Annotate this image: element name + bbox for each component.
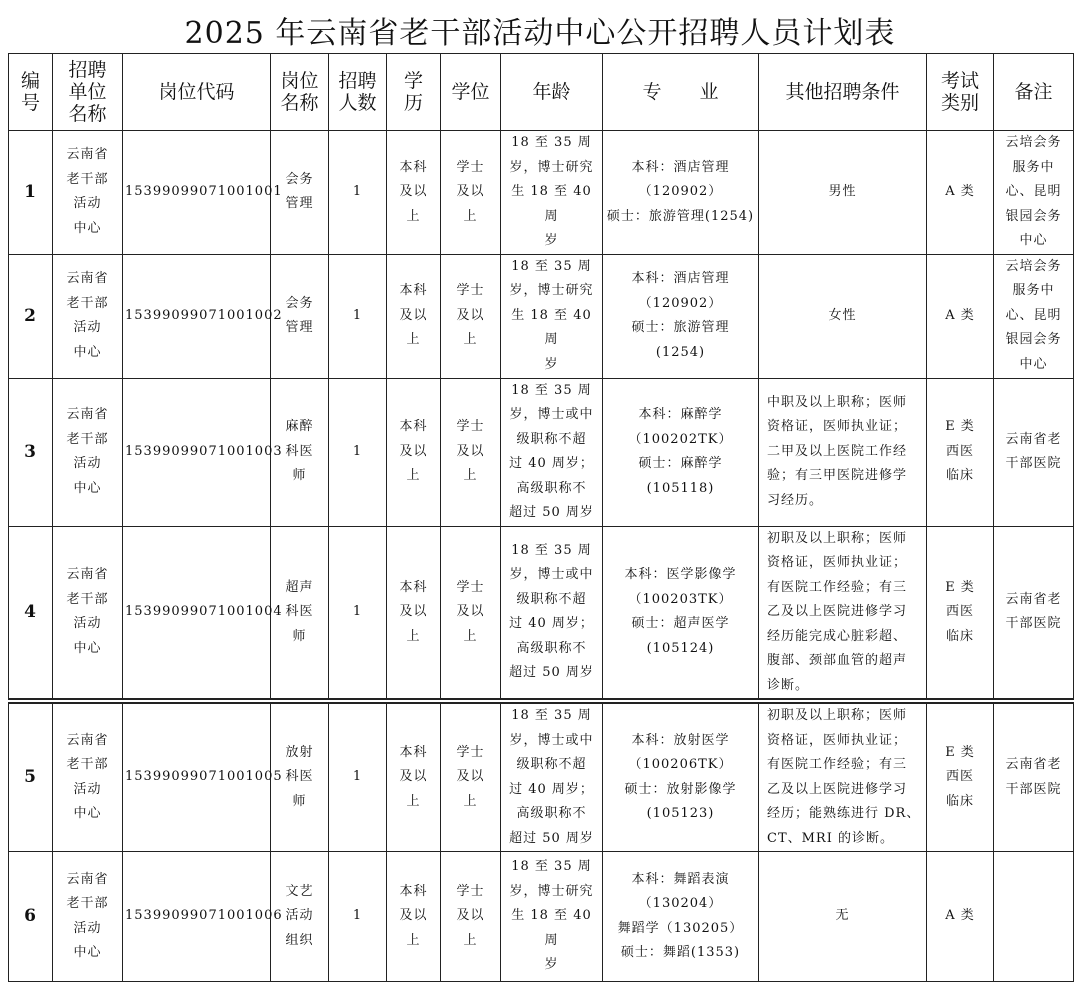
cell-post: 会务 管理: [271, 254, 329, 378]
cell-edu: 本科 及以 上: [387, 701, 441, 852]
cell-other: 中职及以上职称；医师 资格证，医师执业证； 二甲及以上医院工作经 验；有三甲医院进修学 习经历。: [759, 378, 927, 526]
cell-exam: E 类 西医 临床: [927, 378, 994, 526]
cell-major: 本科：酒店管理 （120902） 硕士：旅游管理 (1254): [603, 254, 759, 378]
column-header: 招聘 人数: [329, 54, 387, 131]
cell-count: 1: [329, 701, 387, 852]
cell-count: 1: [329, 254, 387, 378]
cell-other: 女性: [759, 254, 927, 378]
cell-no: 3: [9, 378, 53, 526]
cell-count: 1: [329, 526, 387, 701]
cell-no: 5: [9, 701, 53, 852]
cell-age: 18 至 35 周 岁，博士或中 级职称不超 过 40 周岁； 高级职称不 超过 50 周岁: [501, 701, 603, 852]
cell-major: 本科：放射医学 （100206TK） 硕士：放射影像学 (105123): [603, 701, 759, 852]
cell-edu: 本科 及以 上: [387, 131, 441, 255]
cell-no: 2: [9, 254, 53, 378]
column-header: 学 历: [387, 54, 441, 131]
column-header: 岗位代码: [123, 54, 271, 131]
cell-code: 15399099071001005: [123, 701, 271, 852]
cell-post: 放射 科医 师: [271, 701, 329, 852]
cell-age: 18 至 35 周 岁，博士研究 生 18 至 40 周 岁: [501, 852, 603, 982]
page-title: 2025 年云南省老干部活动中心公开招聘人员计划表: [184, 16, 896, 51]
table-row: [9, 378, 1074, 526]
column-header: 岗位 名称: [271, 54, 329, 131]
cell-no: 4: [9, 526, 53, 701]
cell-no: 1: [9, 131, 53, 255]
cell-count: 1: [329, 131, 387, 255]
cell-count: 1: [329, 852, 387, 982]
cell-age: 18 至 35 周 岁，博士研究 生 18 至 40 周 岁: [501, 131, 603, 255]
cell-remark: 云培会务 服务中 心、昆明 银园会务 中心: [994, 254, 1074, 378]
cell-major: 本科：医学影像学 （100203TK） 硕士：超声医学 (105124): [603, 526, 759, 701]
table-row: [9, 526, 1074, 701]
cell-degree: 学士 及以 上: [441, 526, 501, 701]
cell-unit: 云南省 老干部 活动 中心: [53, 526, 123, 701]
cell-remark: 云培会务 服务中 心、昆明 银园会务 中心: [994, 131, 1074, 255]
recruitment-table: [8, 53, 1074, 982]
cell-age: 18 至 35 周 岁，博士或中 级职称不超 过 40 周岁； 高级职称不 超过 50 周岁: [501, 378, 603, 526]
cell-unit: 云南省 老干部 活动 中心: [53, 131, 123, 255]
cell-code: 15399099071001002: [123, 254, 271, 378]
cell-edu: 本科 及以 上: [387, 254, 441, 378]
cell-post: 超声 科医 师: [271, 526, 329, 701]
column-header: 其他招聘条件: [759, 54, 927, 131]
cell-degree: 学士 及以 上: [441, 254, 501, 378]
cell-remark: 云南省老 干部医院: [994, 378, 1074, 526]
column-header: 备注: [994, 54, 1074, 131]
table-row: [9, 254, 1074, 378]
cell-other: 无: [759, 852, 927, 982]
cell-other: 初职及以上职称；医师 资格证，医师执业证； 有医院工作经验；有三 乙及以上医院进修学习 经历；能熟练进行 DR、 CT、MRI 的诊断。: [759, 701, 927, 852]
cell-other: 初职及以上职称；医师 资格证，医师执业证； 有医院工作经验；有三 乙及以上医院进修学习 经历能完成心脏彩超、 腹部、颈部血管的超声 诊断。: [759, 526, 927, 701]
cell-degree: 学士 及以 上: [441, 378, 501, 526]
cell-remark: 云南省老 干部医院: [994, 701, 1074, 852]
table-header: [9, 54, 1074, 131]
table-row: [9, 131, 1074, 255]
cell-age: 18 至 35 周 岁，博士研究 生 18 至 40 周 岁: [501, 254, 603, 378]
cell-post: 文艺 活动 组织: [271, 852, 329, 982]
cell-count: 1: [329, 378, 387, 526]
cell-exam: E 类 西医 临床: [927, 526, 994, 701]
cell-unit: 云南省 老干部 活动 中心: [53, 852, 123, 982]
cell-degree: 学士 及以 上: [441, 701, 501, 852]
table-row: [9, 701, 1074, 852]
cell-other: 男性: [759, 131, 927, 255]
cell-remark: [994, 852, 1074, 982]
table-row: [9, 852, 1074, 982]
cell-exam: A 类: [927, 852, 994, 982]
cell-code: 15399099071001006: [123, 852, 271, 982]
column-header: 学位: [441, 54, 501, 131]
cell-unit: 云南省 老干部 活动 中心: [53, 254, 123, 378]
cell-post: 麻醉 科医 师: [271, 378, 329, 526]
cell-edu: 本科 及以 上: [387, 378, 441, 526]
cell-exam: A 类: [927, 131, 994, 255]
cell-exam: A 类: [927, 254, 994, 378]
cell-major: 本科：酒店管理 （120902） 硕士：旅游管理(1254): [603, 131, 759, 255]
cell-exam: E 类 西医 临床: [927, 701, 994, 852]
cell-code: 15399099071001003: [123, 378, 271, 526]
cell-code: 15399099071001001: [123, 131, 271, 255]
cell-post: 会务 管理: [271, 131, 329, 255]
column-header: 招聘 单位 名称: [53, 54, 123, 131]
cell-unit: 云南省 老干部 活动 中心: [53, 701, 123, 852]
column-header: 考试 类别: [927, 54, 994, 131]
cell-degree: 学士 及以 上: [441, 852, 501, 982]
cell-no: 6: [9, 852, 53, 982]
cell-unit: 云南省 老干部 活动 中心: [53, 378, 123, 526]
column-header: 专 业: [603, 54, 759, 131]
cell-major: 本科：麻醉学 （100202TK） 硕士：麻醉学(105118): [603, 378, 759, 526]
cell-edu: 本科 及以 上: [387, 852, 441, 982]
cell-remark: 云南省老 干部医院: [994, 526, 1074, 701]
cell-code: 15399099071001004: [123, 526, 271, 701]
cell-degree: 学士 及以 上: [441, 131, 501, 255]
cell-major: 本科：舞蹈表演 （130204） 舞蹈学（130205） 硕士：舞蹈(1353): [603, 852, 759, 982]
cell-edu: 本科 及以 上: [387, 526, 441, 701]
cell-age: 18 至 35 周 岁，博士或中 级职称不超 过 40 周岁； 高级职称不 超过 50 周岁: [501, 526, 603, 701]
column-header: 编 号: [9, 54, 53, 131]
column-header: 年龄: [501, 54, 603, 131]
